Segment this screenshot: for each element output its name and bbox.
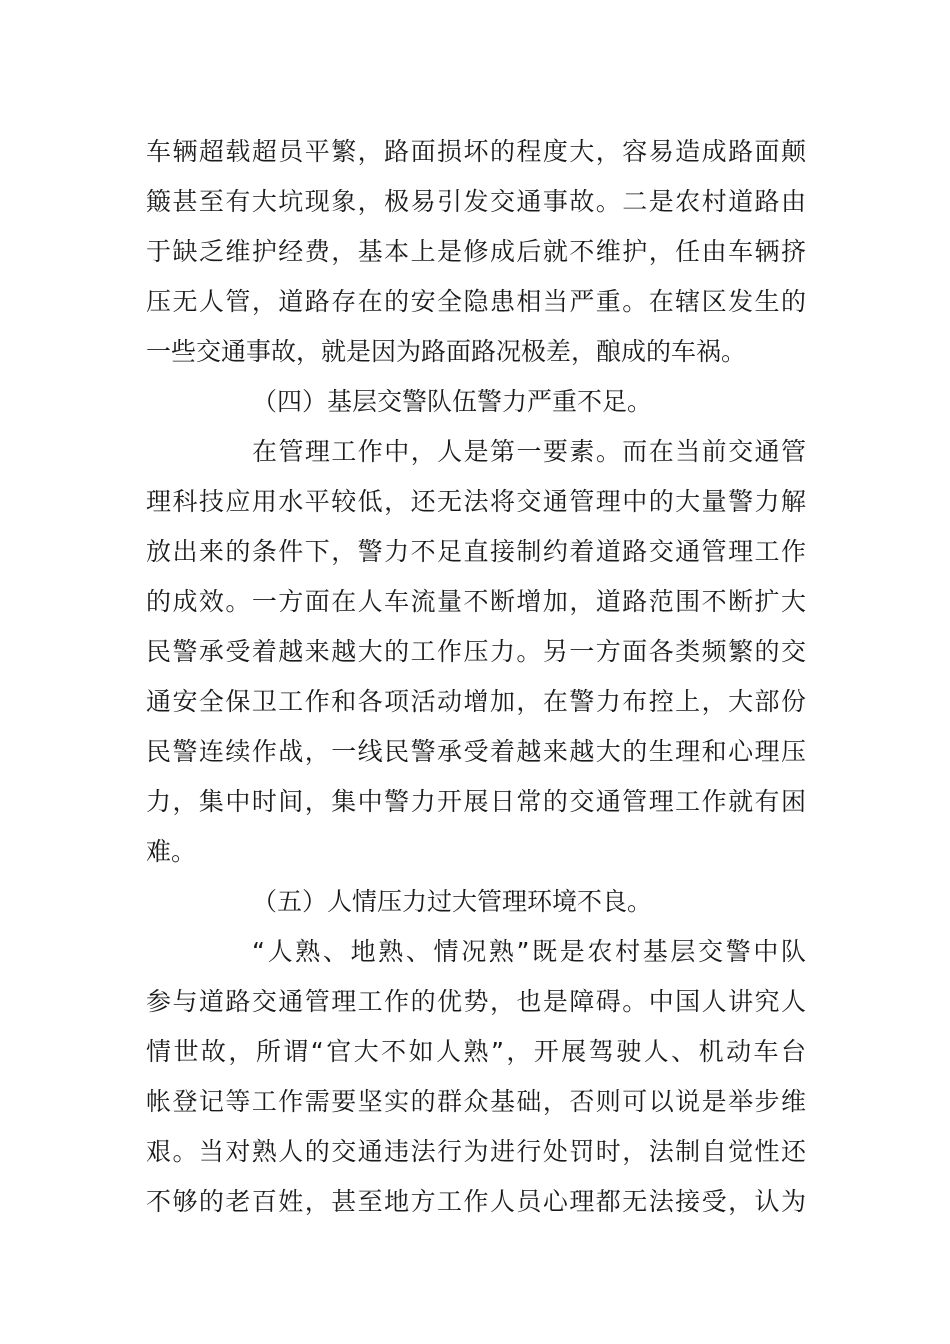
text-line: 理科技应用水平较低，还无法将交通管理中的大量警力解: [146, 487, 806, 516]
text-line: 于缺乏维护经费，基本上是修成后就不维护，任由车辆挤: [146, 237, 806, 266]
text-line: 参与道路交通管理工作的优势，也是障碍。中国人讲究人: [146, 987, 806, 1016]
text-line: 车辆超载超员平繁，路面损坏的程度大，容易造成路面颠: [146, 137, 806, 166]
text-line: 放出来的条件下，警力不足直接制约着道路交通管理工作: [146, 537, 806, 566]
text-line: 通安全保卫工作和各项活动增加，在警力布控上，大部份: [146, 687, 806, 716]
text-line: 民警承受着越来越大的工作压力。另一方面各类频繁的交: [146, 637, 806, 666]
text-line: 情世故，所谓“官大不如人熟”，开展驾驶人、机动车台: [146, 1037, 806, 1066]
text-line: 力，集中时间，集中警力开展日常的交通管理工作就有困: [146, 787, 806, 816]
text-line: 的成效。一方面在人车流量不断增加，道路范围不断扩大: [146, 587, 806, 616]
text-line: 压无人管，道路存在的安全隐患相当严重。在辖区发生的: [146, 287, 806, 316]
section-heading: （四）基层交警队伍警力严重不足。: [252, 387, 653, 416]
text-line: 帐登记等工作需要坚实的群众基础，否则可以说是举步维: [146, 1087, 806, 1116]
text-line: 在管理工作中，人是第一要素。而在当前交通管: [252, 437, 806, 466]
text-line: 簸甚至有大坑现象，极易引发交通事故。二是农村道路由: [146, 187, 806, 216]
text-line: 一些交通事故，就是因为路面路况极差，酿成的车祸。: [146, 337, 747, 366]
text-line: 不够的老百姓，甚至地方工作人员心理都无法接受，认为: [146, 1187, 806, 1216]
text-line: 难。: [146, 837, 197, 866]
text-line: 艰。当对熟人的交通违法行为进行处罚时，法制自觉性还: [146, 1137, 806, 1166]
text-line: 民警连续作战，一线民警承受着越来越大的生理和心理压: [146, 737, 806, 766]
text-line: “人熟、地熟、情况熟”既是农村基层交警中队: [252, 937, 806, 966]
section-heading: （五）人情压力过大管理环境不良。: [252, 887, 653, 916]
